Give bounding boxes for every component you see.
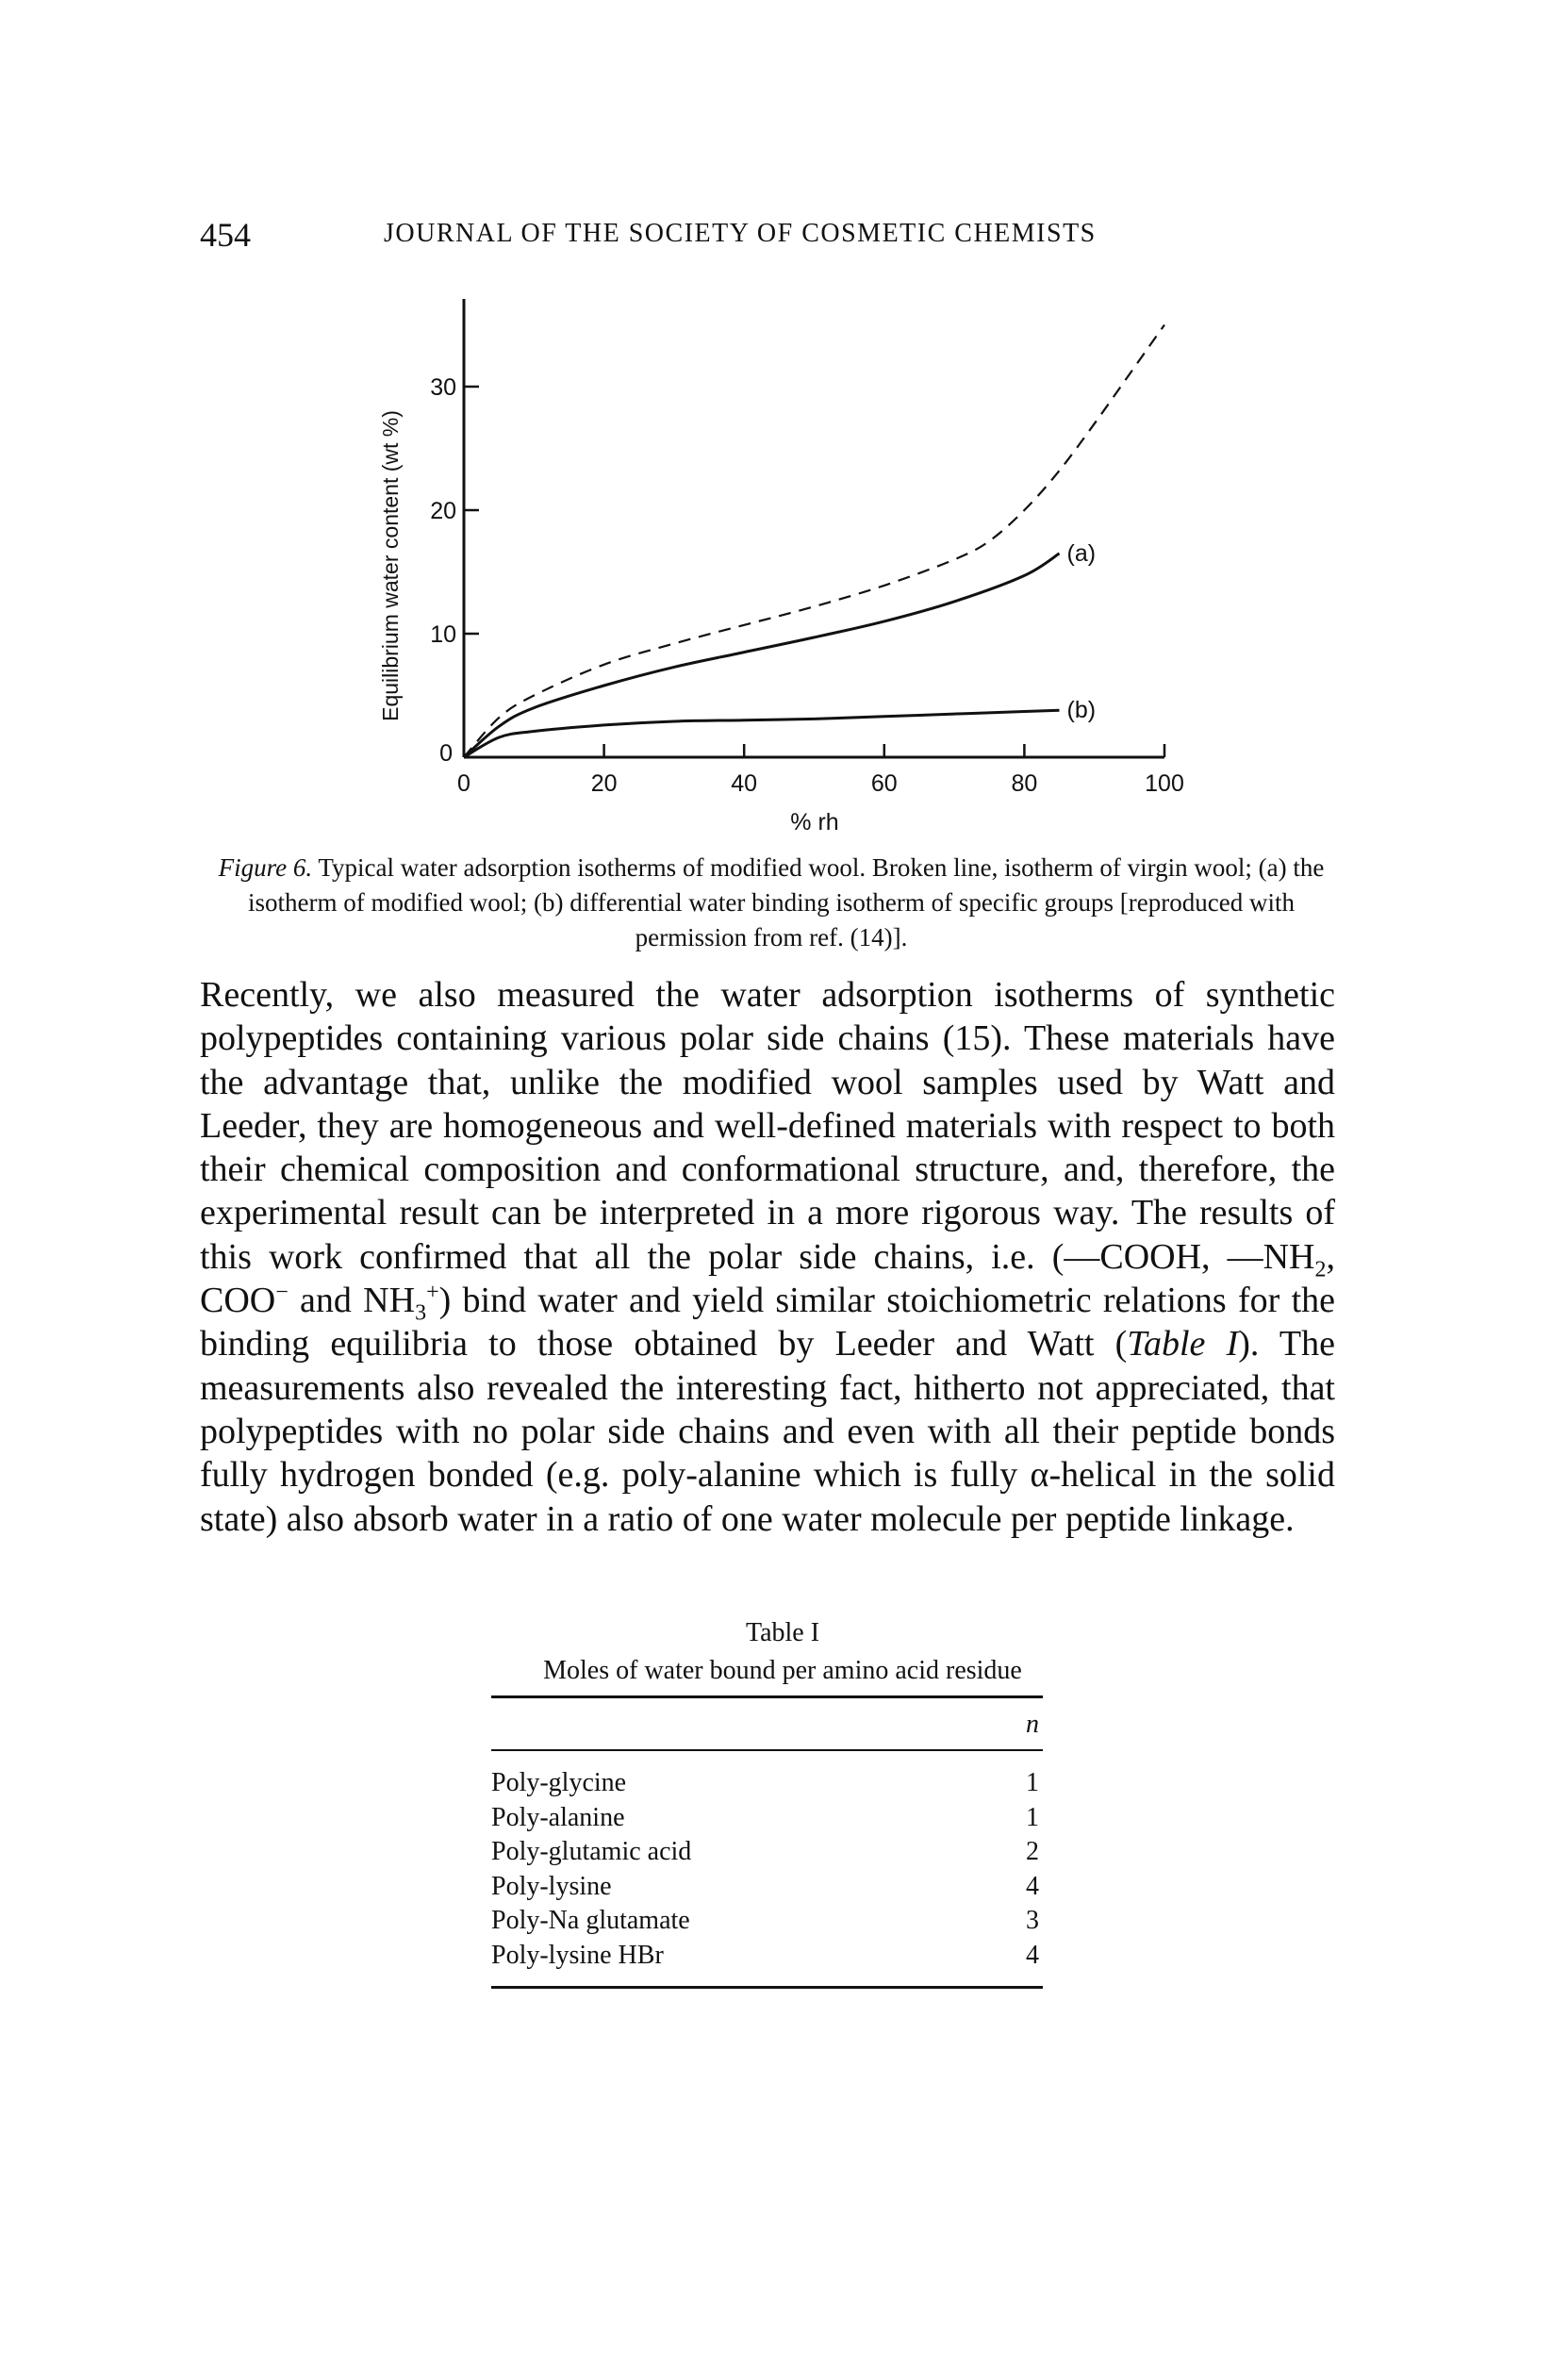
table-subtitle: Moles of water bound per amino acid residue (543, 1656, 1022, 1685)
figure-caption-text: Typical water adsorption isotherms of modified wool. Broken line, isotherm of virgin wool; (a) the isotherm of modified wool; (b) differential water binding isotherm of specific groups [reproduced with permission from ref. (14)]. (248, 853, 1325, 951)
polymer-name: Poly-glutamic acid (491, 1837, 692, 1866)
body-text-5: ). The measurements also revealed the interesting fact, hitherto not appreciated, that polypeptides with no polar side chains and even with all their peptide bonds fully hydrogen bonded (e.g. poly-alanine which is fully α-helical in the solid state) also absorb water in a ratio of one water molecule per peptide linkage. (200, 1324, 1336, 1539)
moles-water: 4 (1026, 1871, 1039, 1901)
table-title: Table I (745, 1618, 820, 1647)
x-tick-label: 40 (731, 770, 758, 797)
table-row (491, 1904, 1043, 1939)
table-caption (471, 1614, 1094, 1690)
page-number: 454 (200, 216, 251, 254)
body-text-4: ) bind water and yield similar stoichiometric relations for the binding equilibria to those obtained by Leeder and Watt ( (200, 1281, 1335, 1364)
x-tick-label: 0 (457, 770, 470, 797)
x-tick-label: 100 (1145, 770, 1184, 797)
table-row (491, 1766, 1043, 1801)
y-tick-label: 10 (430, 621, 456, 648)
body-text-1: Recently, we also measured the water adsorption isotherms of synthetic polypeptides containing various polar side chains (15). These materials have the advantage that, unlike the modified wool samples used by Watt and Leeder, they are homogeneous and well-defined materials with respect to both their chemical composition and conformational structure, and, therefore, the experimental result can be interpreted in a more rigorous way. The results of this work confirmed that all the polar side chains, i.e. (—COOH, —NH (200, 975, 1335, 1277)
polymer-name: Poly-lysine HBr (491, 1940, 664, 1970)
series-line-a (464, 554, 1060, 757)
table-bottom-rule (491, 1986, 1043, 1989)
table-row (491, 1835, 1043, 1870)
moles-water: 2 (1026, 1837, 1039, 1866)
moles-water: 3 (1026, 1906, 1039, 1935)
polymer-name: Poly-lysine (491, 1871, 612, 1901)
x-tick-label: 20 (590, 770, 618, 797)
table-row (491, 1801, 1043, 1836)
table-row (491, 1870, 1043, 1905)
x-tick-label: 60 (870, 770, 898, 797)
moles-water: 1 (1026, 1802, 1039, 1832)
moles-water: 4 (1026, 1940, 1039, 1970)
moles-water: 1 (1026, 1768, 1039, 1797)
body-text-2: , COO (200, 1236, 1335, 1321)
polymer-name: Poly-glycine (491, 1768, 627, 1797)
y-tick-label: 20 (430, 498, 456, 524)
isotherm-chart (358, 297, 1184, 835)
polymer-name: Poly-alanine (491, 1802, 625, 1832)
table-reference: Table I (1127, 1324, 1239, 1364)
body-text-3: and NH (288, 1281, 416, 1321)
water-binding-table (491, 1695, 1043, 1989)
table-row (491, 1939, 1043, 1974)
figure-caption (206, 851, 1337, 955)
series-label: (a) (1066, 539, 1097, 567)
body-sup-nh3: + (426, 1280, 439, 1305)
figure-caption-label: Figure 6. (218, 853, 313, 882)
x-tick-label: 80 (1011, 770, 1038, 797)
polymer-name: Poly-Na glutamate (491, 1906, 690, 1935)
y-axis-title (378, 410, 403, 721)
y-tick-label: 0 (439, 740, 453, 767)
journal-title: JOURNAL OF THE SOCIETY OF COSMETIC CHEMISTS (384, 219, 1097, 248)
page-header (200, 215, 1369, 262)
table-column-header: n (1026, 1710, 1039, 1739)
series-line-virgin-wool (464, 325, 1164, 758)
body-sub-nh2: 2 (1314, 1257, 1327, 1282)
table-body (491, 1751, 1043, 1986)
y-axis-title-text: Equilibrium water content (wt %) (378, 410, 403, 721)
series-line-b (464, 710, 1060, 757)
y-tick-label: 30 (430, 374, 456, 401)
chart-series (464, 325, 1164, 758)
body-sub-nh3: 3 (415, 1300, 427, 1326)
x-axis-title: % rh (790, 809, 839, 835)
series-label: (b) (1066, 697, 1097, 724)
body-paragraph (200, 973, 1335, 1541)
body-sup-coo: − (275, 1280, 289, 1305)
